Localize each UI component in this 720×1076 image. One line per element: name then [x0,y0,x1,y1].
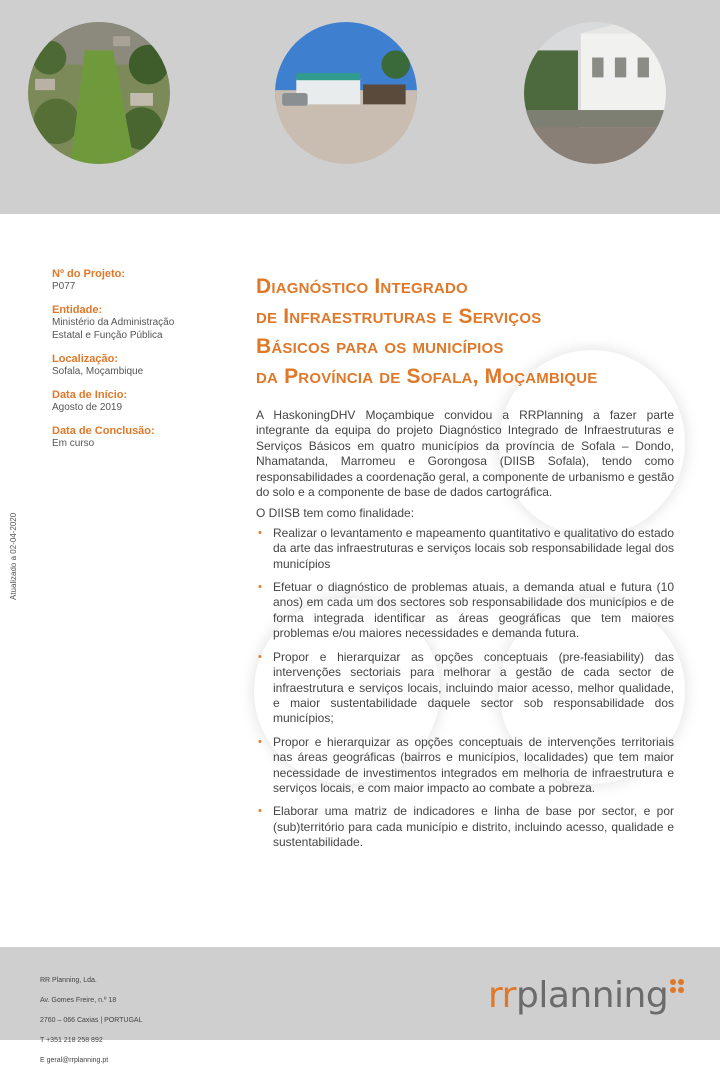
end-date-label: Data de Conclusão: [52,425,155,437]
project-number-label: Nº do Projeto: [52,268,126,280]
aerial-town-photo [28,22,170,164]
project-description [256,408,674,859]
start-date-label: Data de Início: [52,389,128,401]
end-date-value: Em curso [52,438,95,449]
project-number-value: P077 [52,281,76,292]
address-line: RR Planning, Lda. [40,977,97,984]
title-line: da Província de Sofala, Moçambique [256,365,598,388]
logo-dots-icon [670,979,684,993]
logo-wordmark: rrplanning [488,974,669,1016]
updated-date: Atualizado a 02-04-2020 [9,512,18,600]
title-line: de Infraestruturas e Serviços [256,305,542,328]
rrplanning-logo [488,969,684,1021]
start-date-value: Agosto de 2019 [52,402,123,413]
header-photo-band [0,0,720,214]
list-item: • Realizar o levantamento e mapeamento quantitativo e qualitativo do estado da arte das infraestruturas e serviços locais sob responsabilidade legal dos municípios [256,526,674,572]
location-value: Sofala, Moçambique [52,366,144,377]
intro-paragraph: A HaskoningDHV Moçambique convidou a RRPlanning a fazer parte integrante da equipa do projeto Diagnóstico Integrado de Infraestruturas e Serviços Básicos em quatro municípios da província de Sofala – Dondo, Nhamatanda, Marromeu e Gorongosa (DIISB Sofala), tendo como responsabilidades a coordenação geral, a componente de urbanismo e gestão do solo e a componente de base de dados cartográfica. [256,408,674,500]
objectives-heading: O DIISB tem como finalidade: [256,506,415,521]
entity-label: Entidade: [52,304,103,316]
street-building-photo [275,22,417,164]
project-metadata [52,268,222,450]
footer [0,947,720,1064]
entity-value: Ministério da Administração Estatal e Função Pública [52,317,175,341]
list-item: • Efetuar o diagnóstico de problemas atuais, a demanda atual e futura (10 anos) em cada um dos sectores sob responsabilidade dos municípios e de forma integrada identificar as áreas geográficas que tem maiores problemas e/ou maiores necessidades e demanda futura. [256,580,674,642]
colonial-building-photo [524,22,666,164]
address-line: E geral@rrplanning.pt [40,1057,109,1064]
location-label: Localização: [52,353,119,365]
list-item: • Propor e hierarquizar as opções conceptuais (pre-feasiability) das intervenções sectoriais para melhorar a gestão de cada sector de infraestrutura e serviços locais, incluindo maior acesso, melhor qualidade, e maior sustentabilidade daquele sector sob responsabilidade dos municípios; [256,650,674,727]
address-line: T +351 218 258 892 [40,1037,103,1044]
address-line: Av. Gomes Freire, n.º 18 [40,997,117,1004]
title-line: Diagnóstico Integrado [256,275,468,298]
page-title [256,272,716,392]
title-line: Básicos para os municípios [256,335,504,358]
list-item: • Propor e hierarquizar as opções conceptuais de intervenções territoriais nas áreas geográficas (bairros e municípios, localidades) que tem maior necessidade de investimentos integrados em melhoria de infraestrutura e serviços locais, e com maior impacto ao combate a pobreza. [256,735,674,797]
objectives-list [256,526,674,851]
address-line: 2760 – 066 Caxias | PORTUGAL [40,1017,143,1024]
company-address [40,966,142,1076]
list-item: • Elaborar uma matriz de indicadores e linha de base por sector, e por (sub)território para cada município e distrito, incluindo acesso, qualidade e sustentabilidade. [256,804,674,850]
